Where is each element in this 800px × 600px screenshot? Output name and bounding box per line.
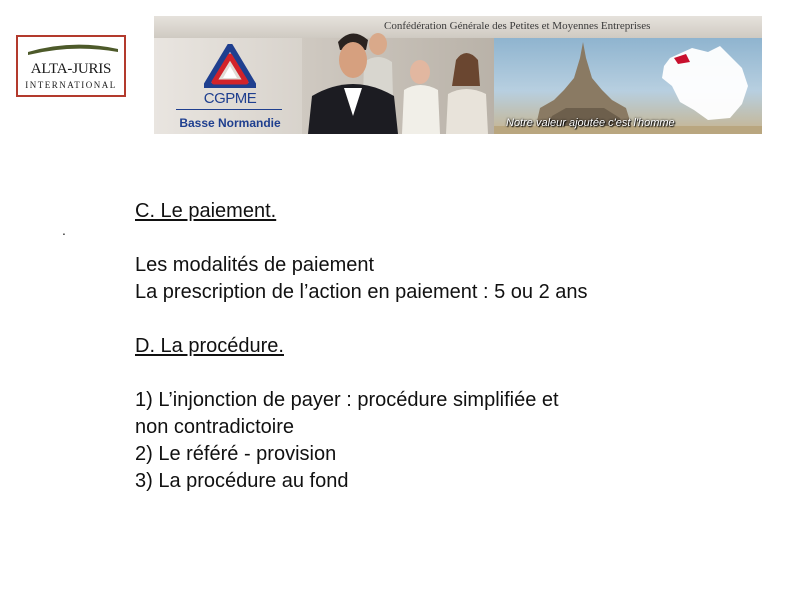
alta-juris-logo [16,35,126,97]
section-d-heading: D. La procédure. [135,335,284,357]
people-photo [290,16,522,134]
spacer [135,360,775,387]
section-c-heading: C. Le paiement. [135,200,277,222]
cgpme-banner [154,16,762,134]
banner-tagline: Notre valeur ajoutée c'est l'homme [506,117,675,129]
banner-top-text: Confédération Générale des Petites et Moyennes Entreprises [384,20,651,32]
bullet-mark: . [62,222,66,238]
section-d-line: 2) Le référé - provision [135,443,337,465]
logo-title: ALTA-JURIS [30,61,112,77]
spacer [135,306,775,333]
org-name: CGPME [203,90,257,107]
region-name: Basse Normandie [179,116,281,130]
spacer [135,225,775,252]
cgpme-emblem-icon [204,44,256,88]
section-c-line: La prescription de l’action en paiement : 5 ou 2 ans [135,281,588,303]
section-c-line: Les modalités de paiement [135,254,375,276]
slide-content [135,198,775,495]
logo-subtitle: INTERNATIONAL [25,80,117,90]
section-d-line: non contradictoire [135,416,294,438]
divider [176,109,282,110]
section-d-line: 1) L’injonction de payer : procédure simplifiée et [135,389,559,411]
swoosh-icon [26,43,120,59]
section-d-line: 3) La procédure au fond [135,470,349,492]
